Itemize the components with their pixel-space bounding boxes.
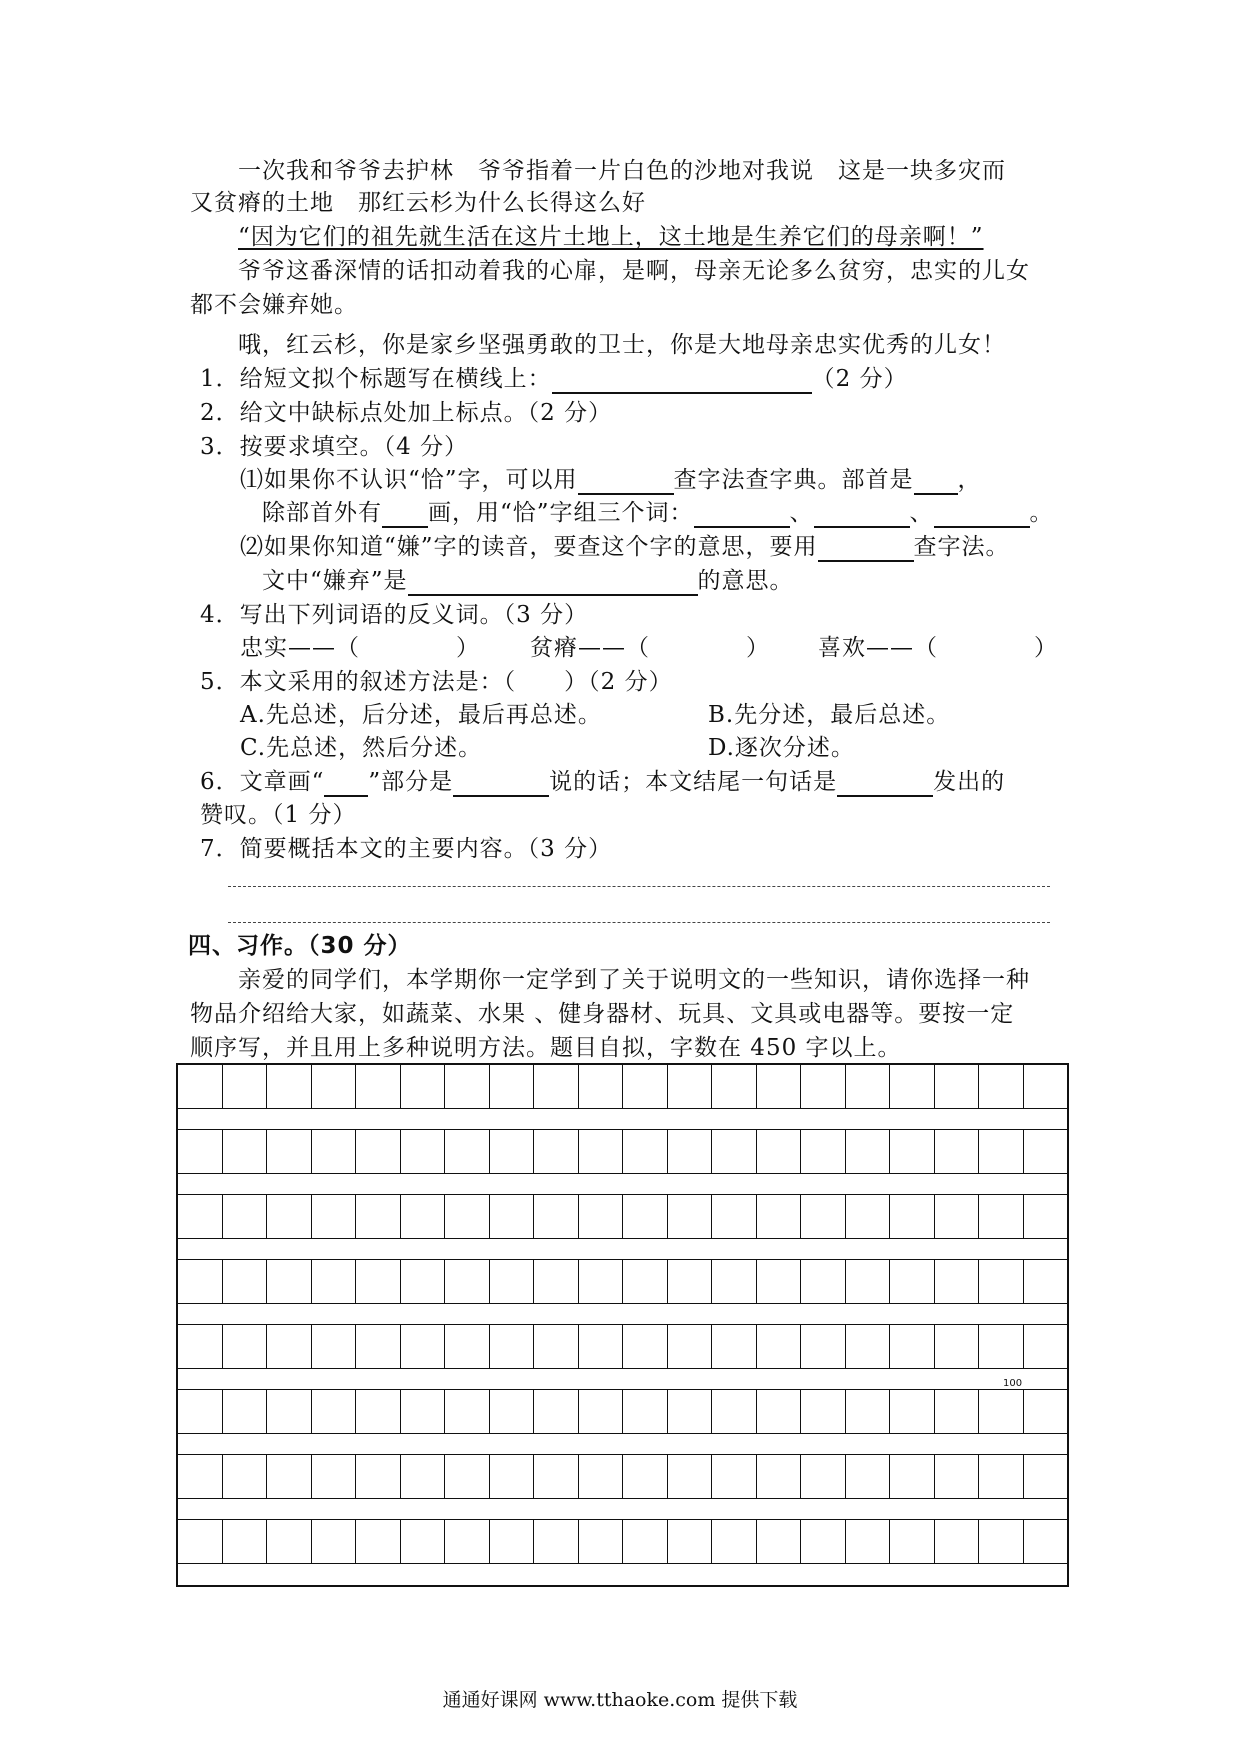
grid-cell[interactable] xyxy=(490,1455,535,1498)
grid-cell[interactable] xyxy=(490,1065,535,1108)
grid-cell[interactable] xyxy=(979,1455,1024,1498)
grid-cell[interactable] xyxy=(356,1390,401,1433)
grid-cell[interactable] xyxy=(712,1130,757,1173)
speaker-blank[interactable] xyxy=(453,771,549,797)
grid-cell[interactable] xyxy=(1024,1455,1068,1498)
grid-cell[interactable] xyxy=(534,1325,579,1368)
grid-cell[interactable] xyxy=(312,1260,357,1303)
question-3-part-1b xyxy=(262,498,1054,528)
grid-cell[interactable] xyxy=(846,1325,891,1368)
question-text: 发出的 xyxy=(933,769,1006,795)
question-text: 文中“嫌弃”是 xyxy=(262,568,408,594)
grid-cell[interactable] xyxy=(579,1520,624,1563)
antonym-item[interactable]: 喜欢——（ ） xyxy=(818,635,1058,661)
grid-cell[interactable] xyxy=(623,1065,668,1108)
grid-cell[interactable] xyxy=(668,1065,713,1108)
grid-cell[interactable] xyxy=(668,1455,713,1498)
grid-cell[interactable] xyxy=(579,1065,624,1108)
grid-cell[interactable] xyxy=(267,1325,312,1368)
grid-cell[interactable] xyxy=(445,1455,490,1498)
grid-cell[interactable] xyxy=(846,1130,891,1173)
grid-cell[interactable] xyxy=(223,1260,268,1303)
word-blank[interactable] xyxy=(814,502,910,528)
grid-cell[interactable] xyxy=(178,1260,223,1303)
grid-cell[interactable] xyxy=(223,1520,268,1563)
grid-row xyxy=(178,1454,1067,1499)
grid-cell[interactable] xyxy=(401,1325,446,1368)
grid-cell[interactable] xyxy=(712,1520,757,1563)
question-text: ， xyxy=(957,467,982,493)
option-a[interactable]: A.先总述，后分述，最后再总述。 xyxy=(240,702,602,728)
question-1 xyxy=(200,364,908,394)
grid-cell[interactable] xyxy=(979,1130,1024,1173)
grid-cell[interactable] xyxy=(445,1390,490,1433)
mark-blank[interactable] xyxy=(324,771,368,797)
grid-row xyxy=(178,1259,1067,1304)
question-3: 3．按要求填空。（4 分） xyxy=(200,434,469,460)
grid-cell[interactable] xyxy=(401,1520,446,1563)
grid-cell[interactable] xyxy=(223,1130,268,1173)
grid-cell[interactable] xyxy=(712,1260,757,1303)
question-text: ”部分是 xyxy=(368,769,454,795)
grid-cell[interactable] xyxy=(979,1065,1024,1108)
grid-cell[interactable] xyxy=(490,1325,535,1368)
grid-cell[interactable] xyxy=(757,1325,802,1368)
grid-cell[interactable] xyxy=(312,1455,357,1498)
grid-cell[interactable] xyxy=(712,1455,757,1498)
grid-cell[interactable] xyxy=(979,1390,1024,1433)
grid-cell[interactable] xyxy=(534,1195,579,1238)
passage-line: 又贫瘠的土地 那红云杉为什么长得这么好 xyxy=(190,190,646,216)
question-text: 画，用“恰”字组三个词： xyxy=(428,500,694,526)
grid-cell[interactable] xyxy=(623,1195,668,1238)
question-text: 。 xyxy=(1029,500,1054,526)
grid-cell[interactable] xyxy=(579,1455,624,1498)
grid-cell[interactable] xyxy=(178,1065,223,1108)
grid-cell[interactable] xyxy=(979,1195,1024,1238)
title-blank[interactable] xyxy=(552,368,812,394)
antonym-item[interactable]: 贫瘠——（ ） xyxy=(530,635,770,661)
question-text: 除部首外有 xyxy=(262,500,382,526)
grid-cell[interactable] xyxy=(668,1130,713,1173)
grid-cell[interactable] xyxy=(178,1195,223,1238)
grid-cell[interactable] xyxy=(801,1130,846,1173)
question-text: ⑴如果你不认识“恰”字，可以用 xyxy=(240,467,578,493)
grid-cell[interactable] xyxy=(979,1520,1024,1563)
grid-cell[interactable] xyxy=(223,1455,268,1498)
grid-cell[interactable] xyxy=(668,1325,713,1368)
grid-cell[interactable] xyxy=(223,1390,268,1433)
word-blank[interactable] xyxy=(694,502,790,528)
grid-cell[interactable] xyxy=(312,1390,357,1433)
grid-cell[interactable] xyxy=(490,1195,535,1238)
grid-cell[interactable] xyxy=(312,1325,357,1368)
grid-cell[interactable] xyxy=(579,1260,624,1303)
grid-cell[interactable] xyxy=(1024,1325,1068,1368)
speaker-blank[interactable] xyxy=(837,771,933,797)
grid-cell[interactable] xyxy=(846,1390,891,1433)
grid-cell[interactable] xyxy=(890,1065,935,1108)
grid-cell[interactable] xyxy=(1024,1065,1068,1108)
grid-cell[interactable] xyxy=(579,1325,624,1368)
question-3-part-2b xyxy=(262,566,794,596)
grid-cell[interactable] xyxy=(846,1065,891,1108)
grid-row xyxy=(178,1064,1067,1109)
grid-cell[interactable] xyxy=(445,1065,490,1108)
question-7: 7．简要概括本文的主要内容。（3 分） xyxy=(200,836,613,862)
grid-cell[interactable] xyxy=(267,1390,312,1433)
question-6-line-2: 赞叹。（1 分） xyxy=(200,802,357,828)
section-heading: 四、习作。（30 分） xyxy=(188,933,412,959)
question-2: 2．给文中缺标点处加上标点。（2 分） xyxy=(200,400,613,426)
grid-cell[interactable] xyxy=(712,1325,757,1368)
question-text: 、 xyxy=(789,500,814,526)
grid-cell[interactable] xyxy=(935,1065,980,1108)
grid-cell[interactable] xyxy=(935,1325,980,1368)
grid-cell[interactable] xyxy=(668,1260,713,1303)
grid-cell[interactable] xyxy=(668,1195,713,1238)
grid-cell[interactable] xyxy=(623,1390,668,1433)
grid-cell[interactable] xyxy=(445,1325,490,1368)
grid-cell[interactable] xyxy=(579,1130,624,1173)
grid-cell[interactable] xyxy=(267,1195,312,1238)
grid-cell[interactable] xyxy=(1024,1390,1068,1433)
option-c[interactable]: C.先总述，然后分述。 xyxy=(240,735,483,761)
grid-cell[interactable] xyxy=(267,1455,312,1498)
grid-row xyxy=(178,1129,1067,1174)
grid-cell[interactable] xyxy=(757,1065,802,1108)
grid-cell[interactable] xyxy=(178,1325,223,1368)
grid-cell[interactable] xyxy=(178,1455,223,1498)
grid-cell[interactable] xyxy=(712,1195,757,1238)
grid-cell[interactable] xyxy=(490,1130,535,1173)
question-5: 5．本文采用的叙述方法是：（ ）（2 分） xyxy=(200,669,673,695)
grid-cell[interactable] xyxy=(579,1195,624,1238)
underlined-quote: “因为它们的祖先就生活在这片土地上，这土地是生养它们的母亲啊！” xyxy=(238,224,984,250)
grid-cell[interactable] xyxy=(890,1520,935,1563)
grid-cell[interactable] xyxy=(801,1325,846,1368)
writing-prompt-line: 亲爱的同学们，本学期你一定学到了关于说明文的一些知识，请你选择一种 xyxy=(238,967,1030,993)
grid-cell[interactable] xyxy=(312,1195,357,1238)
passage-line: 哦，红云杉，你是家乡坚强勇敢的卫士，你是大地母亲忠实优秀的儿女！ xyxy=(238,332,1006,358)
method-blank[interactable] xyxy=(818,536,914,562)
grid-cell[interactable] xyxy=(623,1130,668,1173)
grid-cell[interactable] xyxy=(623,1325,668,1368)
question-3-part-2 xyxy=(240,532,1010,562)
question-1-text: 1．给短文拟个标题写在横线上： xyxy=(200,366,552,392)
grid-cell[interactable] xyxy=(935,1520,980,1563)
grid-cell[interactable] xyxy=(757,1260,802,1303)
grid-cell[interactable] xyxy=(801,1520,846,1563)
grid-cell[interactable] xyxy=(356,1130,401,1173)
grid-cell[interactable] xyxy=(846,1455,891,1498)
passage-line: 爷爷这番深情的话扣动着我的心扉，是啊，母亲无论多么贫穷，忠实的儿女 xyxy=(238,258,1030,284)
grid-cell[interactable] xyxy=(757,1195,802,1238)
grid-cell[interactable] xyxy=(579,1390,624,1433)
grid-cell[interactable] xyxy=(801,1065,846,1108)
question-text: ⑵如果你知道“嫌”字的读音，要查这个字的意思，要用 xyxy=(240,534,818,560)
option-d[interactable]: D.逐次分述。 xyxy=(708,735,855,761)
grid-cell[interactable] xyxy=(534,1065,579,1108)
question-text: 的意思。 xyxy=(697,568,794,594)
grid-cell[interactable] xyxy=(401,1455,446,1498)
grid-cell[interactable] xyxy=(757,1390,802,1433)
grid-count-mark: 100 xyxy=(1003,1378,1023,1389)
grid-cell[interactable] xyxy=(267,1260,312,1303)
grid-cell[interactable] xyxy=(267,1130,312,1173)
grid-cell[interactable] xyxy=(890,1455,935,1498)
grid-cell[interactable] xyxy=(178,1130,223,1173)
grid-cell[interactable] xyxy=(668,1390,713,1433)
grid-cell[interactable] xyxy=(846,1260,891,1303)
grid-row xyxy=(178,1519,1067,1564)
grid-cell[interactable] xyxy=(356,1455,401,1498)
grid-row xyxy=(178,1194,1067,1239)
grid-cell[interactable] xyxy=(623,1455,668,1498)
grid-cell[interactable] xyxy=(267,1065,312,1108)
question-text: 6．文章画“ xyxy=(200,769,325,795)
grid-cell[interactable] xyxy=(757,1130,802,1173)
grid-cell[interactable] xyxy=(801,1260,846,1303)
grid-cell[interactable] xyxy=(223,1195,268,1238)
method-blank[interactable] xyxy=(578,469,674,495)
grid-cell[interactable] xyxy=(223,1325,268,1368)
grid-cell[interactable] xyxy=(1024,1260,1068,1303)
question-4: 4．写出下列词语的反义词。（3 分） xyxy=(200,602,589,628)
grid-cell[interactable] xyxy=(445,1130,490,1173)
grid-cell[interactable] xyxy=(623,1260,668,1303)
strokes-blank[interactable] xyxy=(382,502,428,528)
grid-cell[interactable] xyxy=(935,1130,980,1173)
grid-cell[interactable] xyxy=(223,1065,268,1108)
grid-cell[interactable] xyxy=(1024,1520,1068,1563)
writing-grid[interactable] xyxy=(176,1063,1069,1587)
grid-cell[interactable] xyxy=(267,1520,312,1563)
answer-line[interactable] xyxy=(228,922,1050,923)
question-text: 查字法查字典。部首是 xyxy=(673,467,914,493)
meaning-blank[interactable] xyxy=(408,570,698,596)
grid-cell[interactable] xyxy=(445,1520,490,1563)
grid-cell[interactable] xyxy=(356,1520,401,1563)
grid-cell[interactable] xyxy=(534,1390,579,1433)
grid-cell[interactable] xyxy=(312,1520,357,1563)
question-text: 、 xyxy=(909,500,934,526)
grid-cell[interactable] xyxy=(712,1390,757,1433)
grid-row xyxy=(178,1324,1067,1369)
grid-cell[interactable] xyxy=(445,1195,490,1238)
footer-credit: 通通好课网 www.tthaoke.com 提供下载 xyxy=(442,1689,798,1711)
antonym-item[interactable]: 忠实——（ ） xyxy=(240,635,480,661)
passage-line: 一次我和爷爷去护林 爷爷指着一片白色的沙地对我说 这是一块多灾而 xyxy=(238,158,1006,184)
grid-cell[interactable] xyxy=(356,1065,401,1108)
grid-cell[interactable] xyxy=(757,1455,802,1498)
writing-prompt-line: 顺序写，并且用上多种说明方法。题目自拟，字数在 450 字以上。 xyxy=(190,1035,902,1061)
grid-cell[interactable] xyxy=(312,1065,357,1108)
grid-cell[interactable] xyxy=(801,1455,846,1498)
grid-cell[interactable] xyxy=(401,1130,446,1173)
grid-cell[interactable] xyxy=(890,1260,935,1303)
grid-cell[interactable] xyxy=(890,1130,935,1173)
grid-cell[interactable] xyxy=(890,1325,935,1368)
grid-cell[interactable] xyxy=(846,1195,891,1238)
grid-cell[interactable] xyxy=(623,1520,668,1563)
grid-cell[interactable] xyxy=(401,1065,446,1108)
grid-cell[interactable] xyxy=(801,1390,846,1433)
grid-cell[interactable] xyxy=(401,1390,446,1433)
grid-cell[interactable] xyxy=(935,1195,980,1238)
question-text: 说的话；本文结尾一句话是 xyxy=(549,769,838,795)
grid-cell[interactable] xyxy=(534,1455,579,1498)
grid-cell[interactable] xyxy=(890,1390,935,1433)
question-1-score: （2 分） xyxy=(811,366,908,392)
option-b[interactable]: B.先分述，最后总述。 xyxy=(708,702,951,728)
grid-cell[interactable] xyxy=(356,1260,401,1303)
grid-cell[interactable] xyxy=(490,1520,535,1563)
grid-cell[interactable] xyxy=(979,1325,1024,1368)
answer-line[interactable] xyxy=(228,886,1050,887)
grid-cell[interactable] xyxy=(490,1260,535,1303)
radical-blank[interactable] xyxy=(914,469,958,495)
grid-cell[interactable] xyxy=(401,1260,446,1303)
grid-cell[interactable] xyxy=(401,1195,446,1238)
grid-cell[interactable] xyxy=(356,1325,401,1368)
grid-cell[interactable] xyxy=(935,1390,980,1433)
grid-cell[interactable] xyxy=(979,1260,1024,1303)
passage-line: 都不会嫌弃她。 xyxy=(190,292,358,318)
grid-cell[interactable] xyxy=(178,1520,223,1563)
grid-cell[interactable] xyxy=(1024,1130,1068,1173)
word-blank[interactable] xyxy=(934,502,1030,528)
question-3-part-1 xyxy=(240,465,982,495)
grid-cell[interactable] xyxy=(935,1260,980,1303)
grid-cell[interactable] xyxy=(757,1520,802,1563)
grid-cell[interactable] xyxy=(668,1520,713,1563)
grid-cell[interactable] xyxy=(1024,1195,1068,1238)
grid-cell[interactable] xyxy=(712,1065,757,1108)
grid-cell[interactable] xyxy=(534,1520,579,1563)
grid-cell[interactable] xyxy=(534,1130,579,1173)
grid-cell[interactable] xyxy=(890,1195,935,1238)
grid-cell[interactable] xyxy=(312,1130,357,1173)
question-text: 查字法。 xyxy=(913,534,1010,560)
grid-cell[interactable] xyxy=(534,1260,579,1303)
grid-cell[interactable] xyxy=(356,1195,401,1238)
question-6 xyxy=(200,767,1005,797)
grid-cell[interactable] xyxy=(490,1390,535,1433)
grid-cell[interactable] xyxy=(801,1195,846,1238)
grid-cell[interactable] xyxy=(178,1390,223,1433)
grid-cell[interactable] xyxy=(935,1455,980,1498)
grid-cell[interactable] xyxy=(445,1260,490,1303)
writing-prompt-line: 物品介绍给大家，如蔬菜、水果 、健身器材、玩具、文具或电器等。要按一定 xyxy=(190,1001,1015,1027)
grid-cell[interactable] xyxy=(846,1520,891,1563)
grid-row xyxy=(178,1389,1067,1434)
